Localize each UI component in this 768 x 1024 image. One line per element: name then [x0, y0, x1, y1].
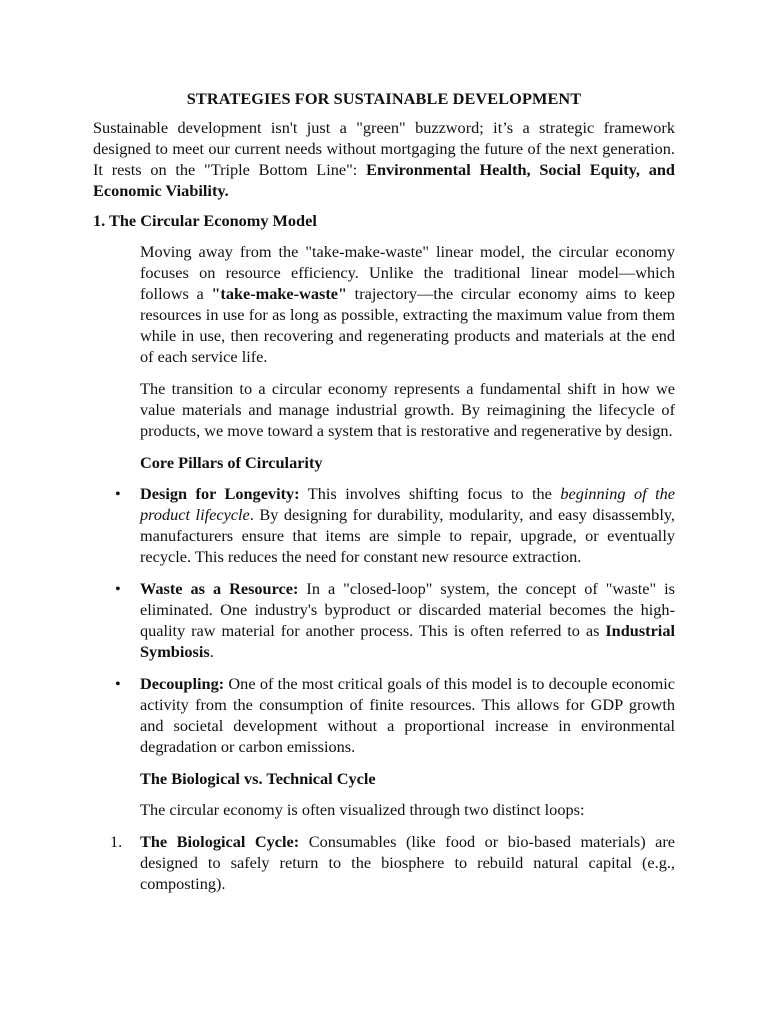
intro-paragraph [93, 117, 675, 201]
list-item-text [140, 578, 675, 662]
list-item-italic: beginning of the product lifecycle [140, 484, 675, 524]
list-item-design-for-longevity [115, 483, 676, 567]
circular-economy-paragraph-2: The transition to a circular economy represents a fundamental shift in how we value materials and manage industrial growth. By reimagining the lifecycle of products, we move toward a system that is restorative and regenerative by design. [140, 379, 675, 440]
section-heading-circular-economy: 1. The Circular Economy Model [93, 211, 317, 230]
paragraph-text: Moving away from the "take-make-waste" linear model, the circular economy focuses on resource efficiency. Unlike the traditional linear model—which follows a [140, 242, 675, 303]
list-item-body: One of the most critical goals of this model is to decouple economic activity from the consumption of finite resources. This allows for GDP growth and societal development without a proportional increase in environmental degradation or carbon emissions. [140, 674, 675, 756]
paragraph-bold-text: "take-make-waste" [211, 284, 348, 303]
list-item-label: Design for Longevity: [140, 484, 300, 503]
list-item-body: . By designing for durability, modularity, and easy disassembly, manufacturers ensure that items are simple to repair, upgrade, or eventually recycle. This reduces the need for constant new resource extraction. [140, 505, 676, 566]
intro-bold-text: Environmental Health, Social Equity, and Economic Viability. [93, 160, 675, 200]
cycles-intro: The circular economy is often visualized through two distinct loops: [140, 800, 585, 819]
document-title: STRATEGIES FOR SUSTAINABLE DEVELOPMENT [186, 89, 582, 108]
list-item-bold: Industrial Symbiosis [140, 621, 675, 661]
list-item-body: . [209, 642, 214, 661]
list-number: 1. [110, 832, 123, 851]
list-item-body: In a "closed-loop" system, the concept of "waste" is eliminated. One industry's byproduct or discarded material becomes the high-quality raw material for another process. This is often referred to as [140, 579, 675, 640]
list-item-text [140, 483, 675, 567]
subheading-core-pillars: Core Pillars of Circularity [140, 453, 323, 472]
pillars-list [93, 483, 675, 757]
list-item-label: Waste as a Resource: [140, 579, 299, 598]
list-item-label: Decoupling: [140, 674, 225, 693]
paragraph-text: trajectory—the circular economy aims to keep resources in use for as long as possible, extracting the maximum value from them while in use, then recovering and regenerating products and materials at the end of each service life. [140, 284, 675, 366]
list-item-body: This involves shifting focus to the [299, 484, 561, 503]
list-item-biological-cycle [110, 831, 675, 894]
cycles-list [93, 831, 675, 894]
list-item-decoupling [115, 673, 675, 757]
bullet-icon: • [115, 579, 121, 598]
list-item-waste-as-resource [115, 578, 675, 662]
subheading-biological-vs-technical: The Biological vs. Technical Cycle [140, 769, 376, 788]
list-item-label: The Biological Cycle: [140, 832, 300, 851]
bullet-icon: • [115, 674, 121, 693]
list-item-text [140, 673, 675, 757]
list-item-body: Consumables (like food or bio-based materials) are designed to safely return to the biosphere to rebuild natural capital (e.g., composting). [140, 832, 675, 893]
intro-text: Sustainable development isn't just a "green" buzzword; it’s a strategic framework designed to meet our current needs without mortgaging the future of the next generation. It rests on the "Triple Bottom Line": [93, 118, 675, 179]
bullet-icon: • [115, 484, 121, 503]
list-item-text [140, 831, 675, 894]
circular-economy-paragraph-1 [140, 241, 675, 367]
